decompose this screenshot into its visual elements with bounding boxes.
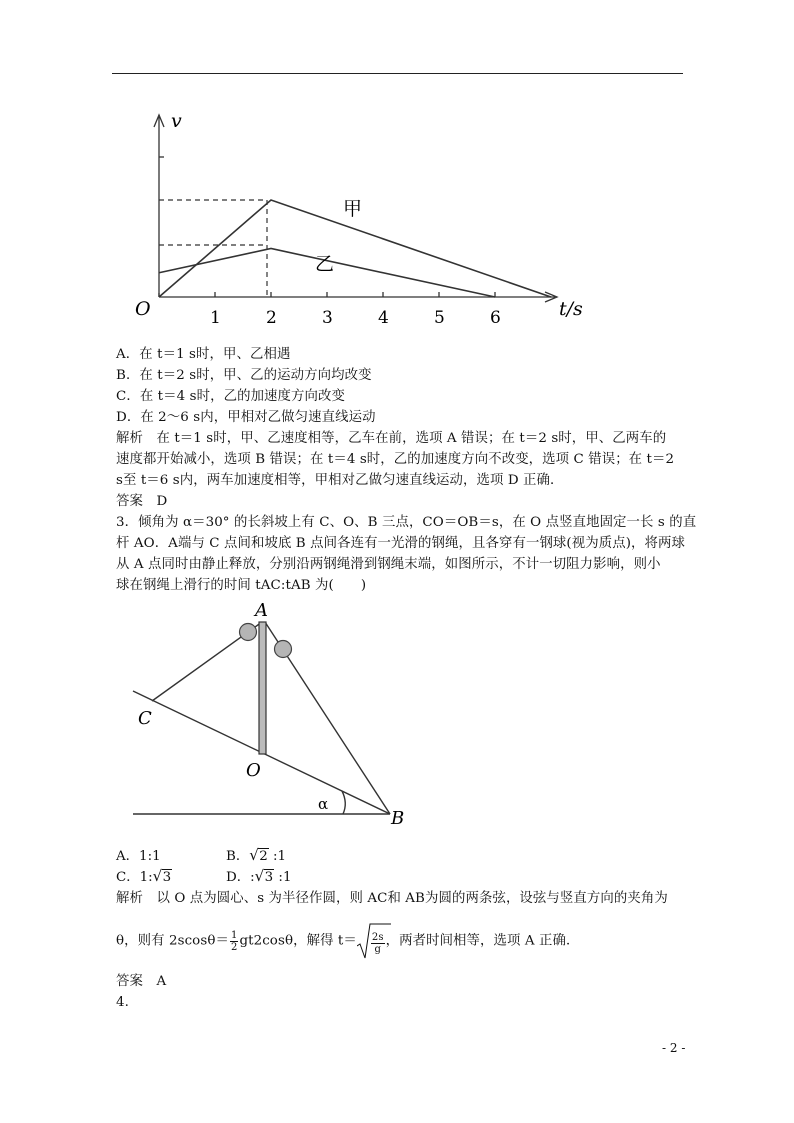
page-number: - 2 - (662, 1041, 686, 1055)
q2-analysis-line1: 解析 在 t＝1 s时，甲、乙速度相等，乙车在前，选项 A 错误；在 t＝2 s时，甲、乙两车的 (116, 431, 667, 446)
y-axis-label: v (171, 110, 182, 132)
fraction-one-half: $\frac{1}{2}$ (230, 929, 238, 953)
x-tick-label: 1 (210, 308, 221, 328)
ball-ac (240, 624, 257, 641)
point-c-label: C (138, 708, 152, 729)
ball-ab (275, 641, 292, 658)
point-b-label: B (391, 808, 405, 829)
q3-option-c: C．1:√ 3 (116, 868, 172, 888)
alpha-label: α (318, 795, 329, 813)
q3-analysis-line1: 解析 以 O 点为圆心、s 为半径作圆，则 AC和 AB为圆的两条弦，设弦与竖直方向的夹角为 (116, 891, 668, 906)
q3-stem-line2: 杆 AO．A端与 C 点间和坡底 B 点间各连有一光滑的钢绳，且各穿有一钢球(视为质点)，将两球 (116, 536, 685, 551)
q3-option-a: A．1:1 (116, 849, 161, 864)
q3-option-d: D．:√ 3 :1 (226, 868, 291, 888)
q3-stem-line1: 3．倾角为 α＝30° 的长斜坡上有 C、O、B 三点，CO＝OB＝s，在 O 点竖直地固定一长 s 的直 (116, 515, 697, 530)
point-a-label: A (255, 600, 268, 621)
rod-ao (259, 622, 266, 754)
x-tick-label: 3 (322, 308, 333, 328)
q3-stem-line3: 从 A 点同时由静止释放，分别沿两钢绳滑到钢绳末端，如图所示，不计一切阻力影响，则小 (116, 557, 661, 572)
q3-answer: 答案 A (116, 974, 167, 989)
q3-option-b: B．√ 2 :1 (226, 847, 286, 867)
q3-stem-line4: 球在钢绳上滑行的时间 tAC:tAB 为( ) (116, 578, 367, 593)
x-tick-label: 5 (434, 308, 445, 328)
q3-analysis-line2: θ，则有 2scosθ＝ $\frac{1}{2}$ gt2cosθ，解得 t＝ $\frac{2s}{g}$ ，两者时间相等，选项 A 正确． (116, 922, 579, 961)
q2-answer: 答案 D (116, 494, 168, 509)
x-tick-label: 2 (266, 308, 277, 328)
q2-option-c: C．在 t＝4 s时，乙的加速度方向改变 (116, 389, 345, 404)
series-yi-label: 乙 (315, 253, 335, 275)
q2-option-a: A．在 t＝1 s时，甲、乙相遇 (116, 347, 291, 362)
series-jia-label: 甲 (343, 198, 363, 220)
point-o-label: O (246, 760, 261, 781)
x-tick-label: 6 (490, 308, 501, 328)
q2-option-d: D．在 2～6 s内，甲相对乙做匀速直线运动 (116, 410, 376, 425)
q2-analysis-line2: 速度都开始减小，选项 B 错误；在 t＝4 s时，乙的加速度方向不改变，选项 C 错误；在 t＝2 (116, 452, 675, 467)
q2-analysis-line3: s至 t＝6 s内，两车加速度相等，甲相对乙做匀速直线运动，选项 D 正确． (116, 473, 564, 488)
sqrt-2s-over-g: $\frac{2s}{g}$ (357, 922, 386, 960)
vt-graph-figure (125, 105, 595, 330)
angle-arc (342, 791, 345, 814)
header-rule (112, 73, 683, 74)
x-axis-label: t/s (559, 298, 583, 320)
q4-label: 4. (116, 995, 129, 1010)
q2-option-b: B．在 t＝2 s时，甲、乙的运动方向均改变 (116, 368, 372, 383)
slope-figure (125, 598, 425, 830)
x-tick-label: 4 (378, 308, 389, 328)
origin-label: O (135, 298, 151, 320)
